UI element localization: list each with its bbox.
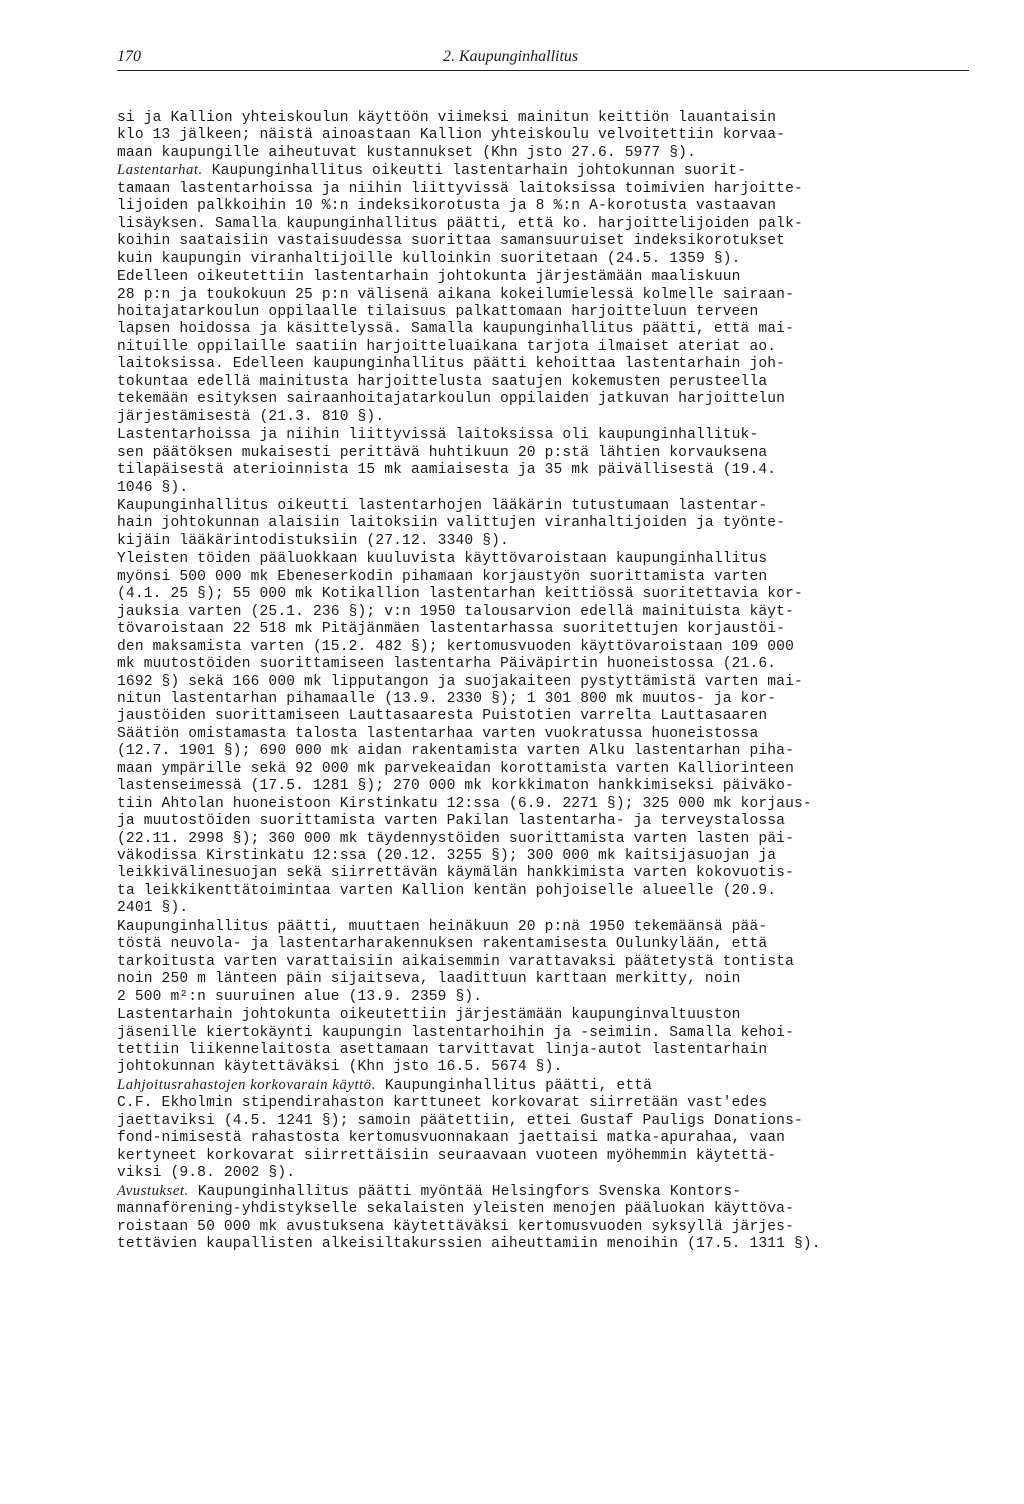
paragraph — [117, 1077, 969, 1183]
paragraph-text: Kaupunginhallitus päätti myöntää Helsingfors Svenska Kontors- mannaförening-yhdistykselle sekalaisten yleisten menojen pääluokan käyttöva- roistaan 50 000 mk avustuksena käytettäväksi kertomusvuoden syksyllä järjes- tettävien kaupallisten alkeisiltakurssien aiheuttamiin menoihin (17.5. 1311 §). — [117, 1183, 821, 1252]
paragraph-text: Yleisten töiden pääluokkaan kuuluvista käyttövaroistaan kaupunginhallitus myönsi 500 000 mk Ebeneserkodin pihamaan korjaustyön suorittamista varten (4.1. 25 §); 55 000 mk Kotikallion lastentarhan keittiössä suoritettavia kor- jauksia varten (25.1. 236 §); v:n 1950 talousarvion edellä mainituista käyt- tövaroistaan 22 518 mk Pitäjänmäen lastentarhassa suoritettujen korjaustöi- den maksamista varten (15.2. 482 §); kertomusvuoden käyttövaroistaan 109 000 mk muutostöiden suorittamiseen lastentarha Päiväpirtin huoneistossa (21.6. 1692 §) sekä 166 000 mk lipputangon ja suojakaiteen pystyttämistä varten mai- nitun lastentarhan pihamaalle (13.9. 2330 §); 1 301 800 mk muutos- ja kor- jaustöiden suorittamiseen Lauttasaaresta Puistotien varrelta Lauttasaaren Säätiön omistamasta talosta lastentarhaa varten vuokratussa huoneistossa (12.7. 1901 §); 690 000 mk aidan rakentamista varten Alku lastentarhan piha- maan ympärille sekä 92 000 mk parvekeaidan korottamista varten Kalliorinteen lastenseimessä (17.5. 1281 §); 270 000 mk korkkimaton hankkimiseksi päiväko- tiin Ahtolan huoneistoon Kirstinkatu 12:ssa (6.9. 2271 §); 325 000 mk korjaus- ja muutostöiden suorittamista varten Pakilan lastentarha- ja terveystalossa (22.11. 2998 §); 360 000 mk täydennystöiden suorittamista varten lasten päi- väkodissa Kirstinkatu 12:ssa (20.12. 3255 §); 300 000 mk kaitsijasuojan ja leikkivälinesuojan sekä siirrettävän käymälän hankkimista varten kokovuotis- ta leikkikenttätoimintaa varten Kallion kentän pohjoiselle alueelle (20.9. 2401 §). — [117, 551, 812, 917]
paragraph-text: Kaupunginhallitus oikeutti lastentarhojen lääkärin tutustumaan lastentar- hain johtokunnan alaisiin laitoksiin valittujen viranhaltijoiden ja työnte- kijäin lääkärintodistuksiin (27.12. 3340 §). — [117, 497, 786, 549]
paragraph — [117, 550, 969, 918]
paragraph — [117, 268, 969, 426]
paragraph-text: Kaupunginhallitus päätti, muuttaen heinäkuun 20 p:nä 1950 tekemäänsä pää- töstä neuvola- ja lastentarharakennuksen rakentamisesta Oulunkylään, että tarkoitusta varten varattaisiin aikaisemmin varattavaksi päätetystä tontista noin 250 m länteen päin sijaitseva, laadittuun karttaan merkitty, noin 2 500 m²:n suuruinen alue (13.9. 2359 §). — [117, 918, 794, 1005]
document-page — [117, 44, 969, 1253]
page-header — [117, 44, 969, 71]
paragraph — [117, 162, 969, 268]
paragraph-text: Kaupunginhallitus päätti, että C.F. Ekholmin stipendirahaston karttuneet korkovarat siirretään vast'edes jaettaviksi (4.5. 1241 §); samoin päätettiin, ettei Gustaf Pauligs Donations- fond-nimisestä rahastosta kertomusvuonnakaan jaettaisi matka-apurahaa, vaan kertyneet korkovarat siirrettäisiin seuraavaan vuoteen myöhemmin käytettä- viksi (9.8. 2002 §). — [117, 1077, 803, 1182]
runin-heading: Avustukset. — [117, 1182, 189, 1199]
paragraph-text: si ja Kallion yhteiskoulun käyttöön viimeksi mainitun keittiön lauantaisin klo 13 jälkeen; näistä ainoastaan Kallion yhteiskoulu velvoitettiin korvaa- maan kaupungille aiheutuvat kustannukset (Khn jsto 27.6. 5977 §). — [117, 110, 786, 161]
paragraph-text: Kaupunginhallitus oikeutti lastentarhain johtokunnan suorit- tamaan lastentarhoissa ja niihin liittyvissä laitoksissa toimivien harjoitte- lijoiden palkkoihin 10 %:n indeksikorotusta ja 8 %:n A-korotusta vastaavan lisäyksen. Samalla kaupunginhallitus päätti, että ko. harjoittelijoiden palk- koihin saataisiin vastaisuudessa suorittaa samansuuruiset indeksikorotukset kuin kaupungin viranhaltijoille kulloinkin suoritetaan (24.5. 1359 §). — [117, 163, 803, 267]
running-title: 2. Kaupunginhallitus — [443, 48, 579, 65]
paragraph-text: Edelleen oikeutettiin lastentarhain johtokunta järjestämään maaliskuun 28 p:n ja toukokuun 25 p:n välisenä aikana kokeilumielessä kolmelle sairaan- hoitajatarkoulun oppilaalle tilaisuus palkattomaan harjoitteluun terveen lapsen hoidossa ja käsittelyssä. Samalla kaupunginhallitus päätti, että mai- nituille oppilaille saatiin harjoitteluaikana tarjota ilmaiset ateriat ao. laitoksissa. Edelleen kaupunginhallitus päätti kehoittaa lastentarhain joh- tokuntaa edellä mainitusta harjoittelusta saatujen kokemusten perusteella tekemään esityksen sairaanhoitajatarkoulun oppilaiden jatkuvan harjoittelun järjestämisestä (21.3. 810 §). — [117, 269, 794, 425]
paragraph — [117, 109, 969, 162]
paragraph — [117, 918, 969, 1006]
paragraph — [117, 426, 969, 497]
paragraph-text: Lastentarhain johtokunta oikeutettiin järjestämään kaupunginvaltuuston jäsenille kiertokäynti kaupungin lastentarhoihin ja -seimiin. Samalla kehoi- tettiin liikennelaitosta asettamaan tarvittavat linja-autot lastentarhain johtokunnan käytettäväksi (Khn jsto 16.5. 5674 §). — [117, 1007, 794, 1076]
page-number: 170 — [117, 48, 141, 65]
runin-heading: Lahjoitusrahastojen korkovarain käyttö. — [117, 1076, 376, 1093]
body-text — [117, 109, 969, 1253]
paragraph — [117, 497, 969, 550]
paragraph — [117, 1183, 969, 1254]
runin-heading: Lastentarhat. — [117, 162, 203, 179]
paragraph — [117, 1006, 969, 1077]
paragraph-text: Lastentarhoissa ja niihin liittyvissä laitoksissa oli kaupunginhallituk- sen päätöksen mukaisesti perittävä huhtikuun 20 p:stä lähtien korvauksena tilapäisestä aterioinnista 15 mk aamiaisesta ja 35 mk päivällisestä (19.4. 1046 §). — [117, 427, 777, 496]
